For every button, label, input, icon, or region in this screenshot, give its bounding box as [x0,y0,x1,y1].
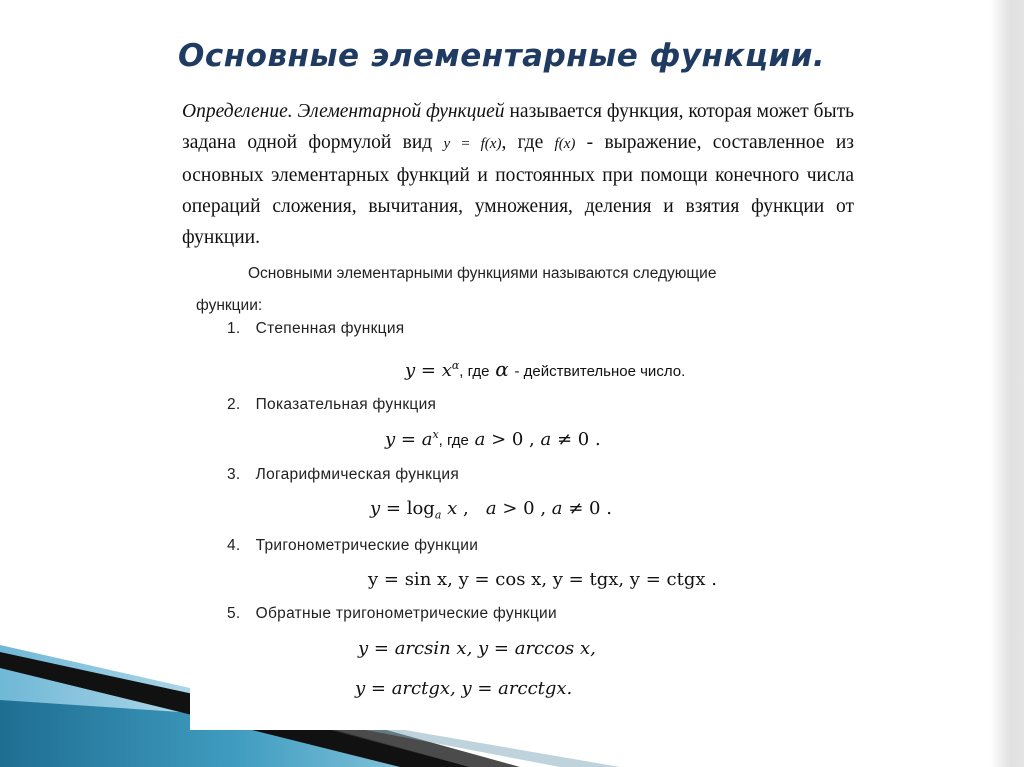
formula-power: $y = x^\alpha$, где α - действительное число. [405,357,686,381]
item-number: 3. [227,466,241,483]
formula-power-note: , где [459,363,490,380]
item-label: Тригонометрические функции [255,537,479,554]
definition-lead: Определение [182,101,288,122]
definition-lead-rest: . Элементарной функцией [287,101,505,122]
right-edge-shadow [990,0,1024,767]
list-item-logarithmic [227,466,747,484]
formula-logarithmic: $y = \log_a x$ , a > 0 , a ≠ 0 . [370,498,612,522]
formula-fx: f(x) [554,136,576,152]
definition-text-1: называется функция, которая может быть задана одной формулой вид [182,101,854,153]
definition-text-2: , где [501,132,555,153]
item-number: 4. [227,537,241,554]
item-label: Степенная функция [255,320,405,337]
definition-paragraph [182,96,854,253]
intro-line-2: функции: [196,297,263,314]
formula-power-note-2: - действительное число. [514,363,686,380]
page-title: Основные элементарные функции. [178,38,826,74]
formula-trigonometric: y = sin x, y = cos x, y = tgx, y = ctgx . [368,569,717,590]
list-item-exponential [227,396,747,414]
item-number: 2. [227,396,241,413]
list-item-inverse-trigonometric [227,605,747,623]
list-item-power [227,320,747,338]
formula-arc-2: y = arctgx, y = arcctgx. [355,678,573,699]
list-item-trigonometric [227,537,747,555]
definition-text-3: - выражение, составленное из основных элементарных функций и постоянных при помощи конечного числа операций сложения, вычитания, умножения, деления и взятия функции от функции. [182,132,854,248]
item-number: 1. [227,320,241,337]
intro-text [196,258,836,322]
formula-y-fx: y = f(x) [443,136,502,152]
item-label: Показательная функция [255,396,437,413]
formula-exponential: $y = a^x$, где a > 0 , a ≠ 0 . [385,428,601,450]
item-number: 5. [227,605,241,622]
item-label: Обратные тригонометрические функции [255,605,557,622]
intro-line-1: Основными элементарными функциями называются следующие [248,265,717,282]
formula-arc-1: y = arcsin x, y = arccos x, [358,638,596,659]
formula-exp-note: , где [438,432,469,449]
item-label: Логарифмическая функция [255,466,460,483]
